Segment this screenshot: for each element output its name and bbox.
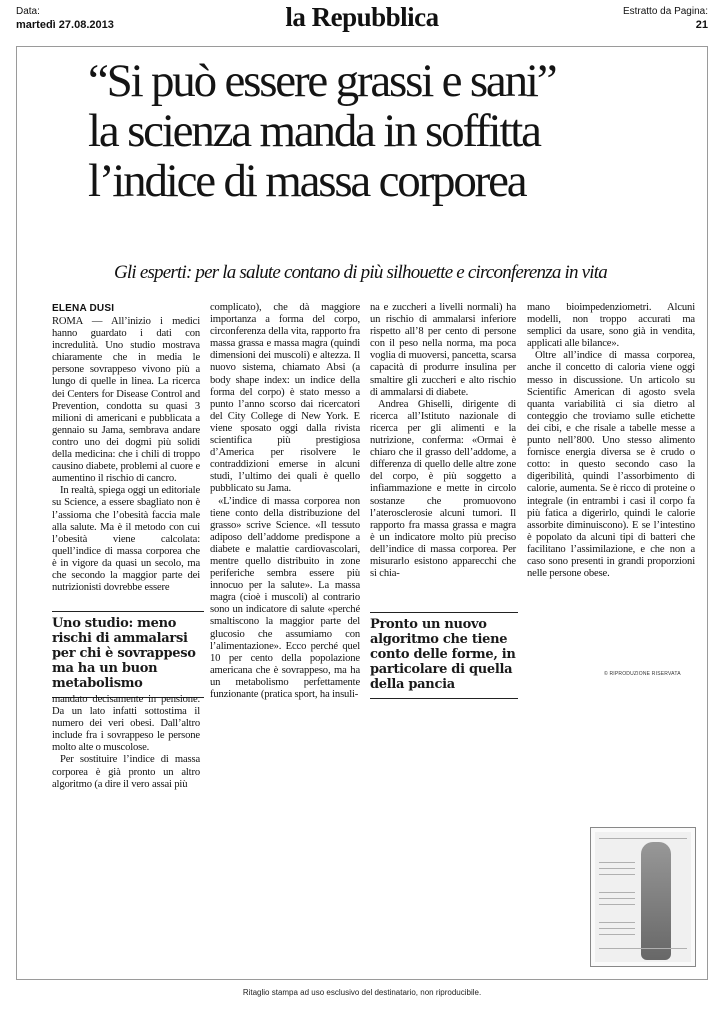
publication-date: martedì 27.08.2013 [16,19,114,31]
article-column-3 [370,302,516,580]
article-column-2 [210,302,360,701]
thumbnail-rule [599,862,635,863]
thumbnail-rule [599,928,635,929]
extract-label: Estratto da Pagina: [622,6,708,17]
thumbnail-page [595,832,691,962]
subheadline: Gli esperti: per la salute contano di più silhouette e circonferenza in vita [114,262,607,283]
paragraph: ROMA — All’inizio i medici hanno guardato i dati con incredulità. Uno studio mostrava chiaramente che in media le persone sovrappeso vivono più a lungo di quelle in linea. La ricerca dei Centers for Disease Control and Prevention, condotta su quasi 3 milioni di americani e pubblicata a gennaio su Jama, sembrava andare contro uno dei dogmi più solidi della medicina: che i chili di troppo causino diabete, problemi al cuore e aumentino il rischio di cancro. [52,316,200,485]
masthead-logo: la Repubblica [285,2,439,32]
article-column-4 [527,302,695,580]
thumbnail-rule [599,904,635,905]
header-page-block [508,6,708,32]
article-column-1 [52,316,200,594]
headline [88,56,688,206]
thumbnail-rule [599,934,635,935]
thumbnail-rule [599,922,635,923]
copyright-notice: © RIPRODUZIONE RISERVATA [604,671,681,677]
pull-quote: Pronto un nuovo algoritmo che tiene conto delle forme, in particolare di quella della pancia [370,612,518,699]
page-number: 21 [695,19,708,31]
paragraph: In realtà, spiega oggi un editoriale su Science, a essere sbagliato non è l’assioma che l’obesità faccia male alla salute. Ma è il metodo con cui l’obesità viene calcolata: quell’indice di massa corporea che è in vigore da quasi un secolo, ma che secondo la maggior parte dei nutrizionisti dovrebbe essere [52,485,200,594]
thumbnail-rule [599,948,687,949]
paragraph: «L’indice di massa corporea non tiene conto della distribuzione del grasso» scrive Science. «Il tessuto adiposo dell’addome predispone a diabete e malattie cardiovascolari, mentre quello distribuito in zone periferiche sembra essere più innocuo per la salute». La massa magra (cioè i muscoli) al contrario sono un indicatore di salute «perché smaltiscono la maggior parte del glucosio che assumiamo con l’alimentazione». Ecco perché quel 10 per cento della popolazione americana che è sovrappeso, ma ha un metabolismo perfettamente funzionante (pratica sport, ha insuli- [210,495,360,700]
paragraph: mandato decisamente in pensione. Da un lato infatti sottostima il numero dei veri obesi. Dall’altro include fra i sovrappeso le persone molto alte o muscolose. [52,694,200,754]
thumbnail-rule [599,868,635,869]
header-date-block [16,6,216,32]
thumbnail-figure [641,842,671,960]
paragraph: Oltre all’indice di massa corporea, anche il concetto di caloria viene oggi messo in discussione. Un articolo su Scientific American di agosto svela quanta variabilità ci sia dietro al conteggio che troviamo sulle etichette dei cibi, e che risale a tabelle messe a punto nell’800. Uno stesso alimento fornisce energia diversa se è crudo o cotto: in questo secondo caso la digeribilità, quindi l’assorbimento di calorie, aumenta. Se è ricco di proteine o integrale (in entrambi i casi il corpo fa più fatica a digerirlo, quindi le calorie assorbite diminuiscono). E se l’intestino è popolato da alcuni tipi di batteri che facilitano l’assimilazione, e che non a caso sono presenti in grandi proporzioni nelle persone obese. [527,350,695,580]
thumbnail-rule [599,874,635,875]
paragraph: na e zuccheri a livelli normali) ha un rischio di ammalarsi inferiore rispetto all’8 per cento di persone con il peso nella norma, ma poca voglia di muoversi, pancetta, scarsa capacità di produrre insulina per smaltire gli zuccheri e alto rischio di ammalarsi di diabete. [370,302,516,398]
headline-line: l’indice di massa corporea [88,155,526,207]
paragraph: complicato), che dà maggiore importanza a forma del corpo, circonferenza della vita, rapporto fra massa grassa e massa magra (quindi dimensioni dei muscoli) e altezza. Il nuovo sistema, chiamato Absi (a body shape index: un indice della forma del corpo) è stato messo a punto l’anno scorso dai ricercatori del City College di New York. E viene sposato oggi dalla rivista scientifica più prestigiosa d’America per risolvere le contraddizioni emerse in alcuni studi, l’ultimo dei quali è quello pubblicato su Jama. [210,302,360,495]
thumbnail-rule [599,898,635,899]
pull-quote: Uno studio: meno rischi di ammalarsi per chi è sovrappeso ma ha un buon metabolismo [52,611,204,698]
paragraph: Per sostituire l’indice di massa corporea è già pronto un altro algoritmo (a dire il vero assai più [52,754,200,790]
paragraph: mano bioimpedenziometri. Alcuni modelli, non troppo accurati ma semplici da usare, sono già in vendita, applicati alle bilance». [527,302,695,350]
date-label: Data: [16,6,40,17]
headline-line: “Si può essere grassi e sani” [88,55,556,107]
thumbnail-rule [599,892,635,893]
page-thumbnail [590,827,696,967]
thumbnail-rule [599,838,687,839]
article-column-1-continued [52,694,200,791]
paragraph: Andrea Ghiselli, dirigente di ricerca all’Istituto nazionale di ricerca per gli alimenti e la nutrizione, conferma: «Ormai è chiaro che il grasso dell’addome, a differenza di quello delle altre zone del corpo, è più soggetto a infiammazione e mette in circolo sostanze che promuovono l’aterosclerosie alcuni tumori. Il rapporto fra massa grassa e magra è un indicatore molto più preciso dell’indice di massa corporea. Per misurarlo esistono apparecchi che si chia- [370,398,516,580]
footer-notice: Ritaglio stampa ad uso esclusivo del destinatario, non riproducibile. [242,988,482,997]
headline-line: la scienza manda in soffitta [88,105,540,157]
author-byline: ELENA DUSI [52,303,115,314]
